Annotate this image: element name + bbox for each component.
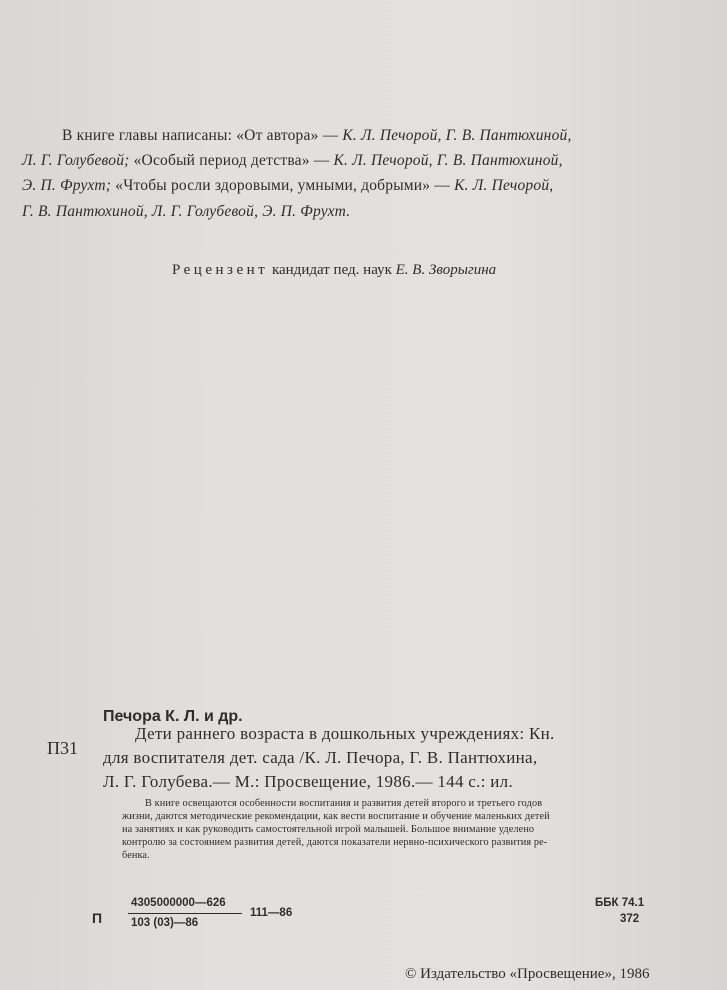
- code-letter: П: [92, 910, 103, 926]
- authorship-line-2: Л. Г. Голубевой; «Особый период детства» — К. Л. Печорой, Г. В. Пантюхиной,: [22, 152, 563, 169]
- reviewer-line: Рецензент кандидат пед. наук Е. В. Зворыгина: [172, 262, 497, 278]
- bbk-code: ББК 74.1: [595, 897, 645, 909]
- authorship-line-1: В книге главы написаны: «От автора» — К. Л. Печорой, Г. В. Пантюхиной,: [62, 127, 572, 144]
- catalog-bib-line-3: Л. Г. Голубева.— М.: Просвещение, 1986.— 144 с.: ил.: [103, 772, 514, 791]
- abstract-line-5: бенка.: [122, 850, 150, 861]
- catalog-bib-line-2: для воспитателя дет. сада /К. Л. Печора, Г. В. Пантюхина,: [103, 748, 538, 767]
- catalog-bib-line-1: Дети раннего возраста в дошкольных учреждениях: Кн.: [135, 724, 555, 743]
- catalog-heading: Печора К. Л. и др.: [103, 708, 243, 725]
- abstract-line-2: жизни, даются методические рекомендации, как вести воспитание и обучение маленьких детей: [122, 811, 550, 822]
- code-fraction-bar: [128, 913, 242, 914]
- abstract-line-3: на занятиях и как руководить самостоятельной игрой малышей. Большое внимание уделено: [122, 824, 535, 835]
- code-denominator: 103 (03)—86: [131, 917, 199, 929]
- code-range: 111—86: [250, 907, 293, 919]
- abstract-line-4: контролю за состоянием развития детей, даются показатели нервно-психического развития ре-: [122, 837, 548, 848]
- bbk-sub: 372: [620, 913, 640, 925]
- catalog-index: П31: [47, 738, 78, 758]
- authorship-line-3: Э. П. Фрухт; «Чтобы росли здоровыми, умными, добрыми» — К. Л. Печорой,: [22, 177, 554, 194]
- copyright: © Издательство «Просвещение», 1986: [405, 966, 650, 982]
- authorship-line-4: Г. В. Пантюхиной, Л. Г. Голубевой, Э. П. Фрухт.: [22, 203, 351, 220]
- abstract-line-1: В книге освещаются особенности воспитания и развития детей второго и третьего годов: [145, 798, 543, 809]
- code-numerator: 4305000000—626: [131, 897, 226, 909]
